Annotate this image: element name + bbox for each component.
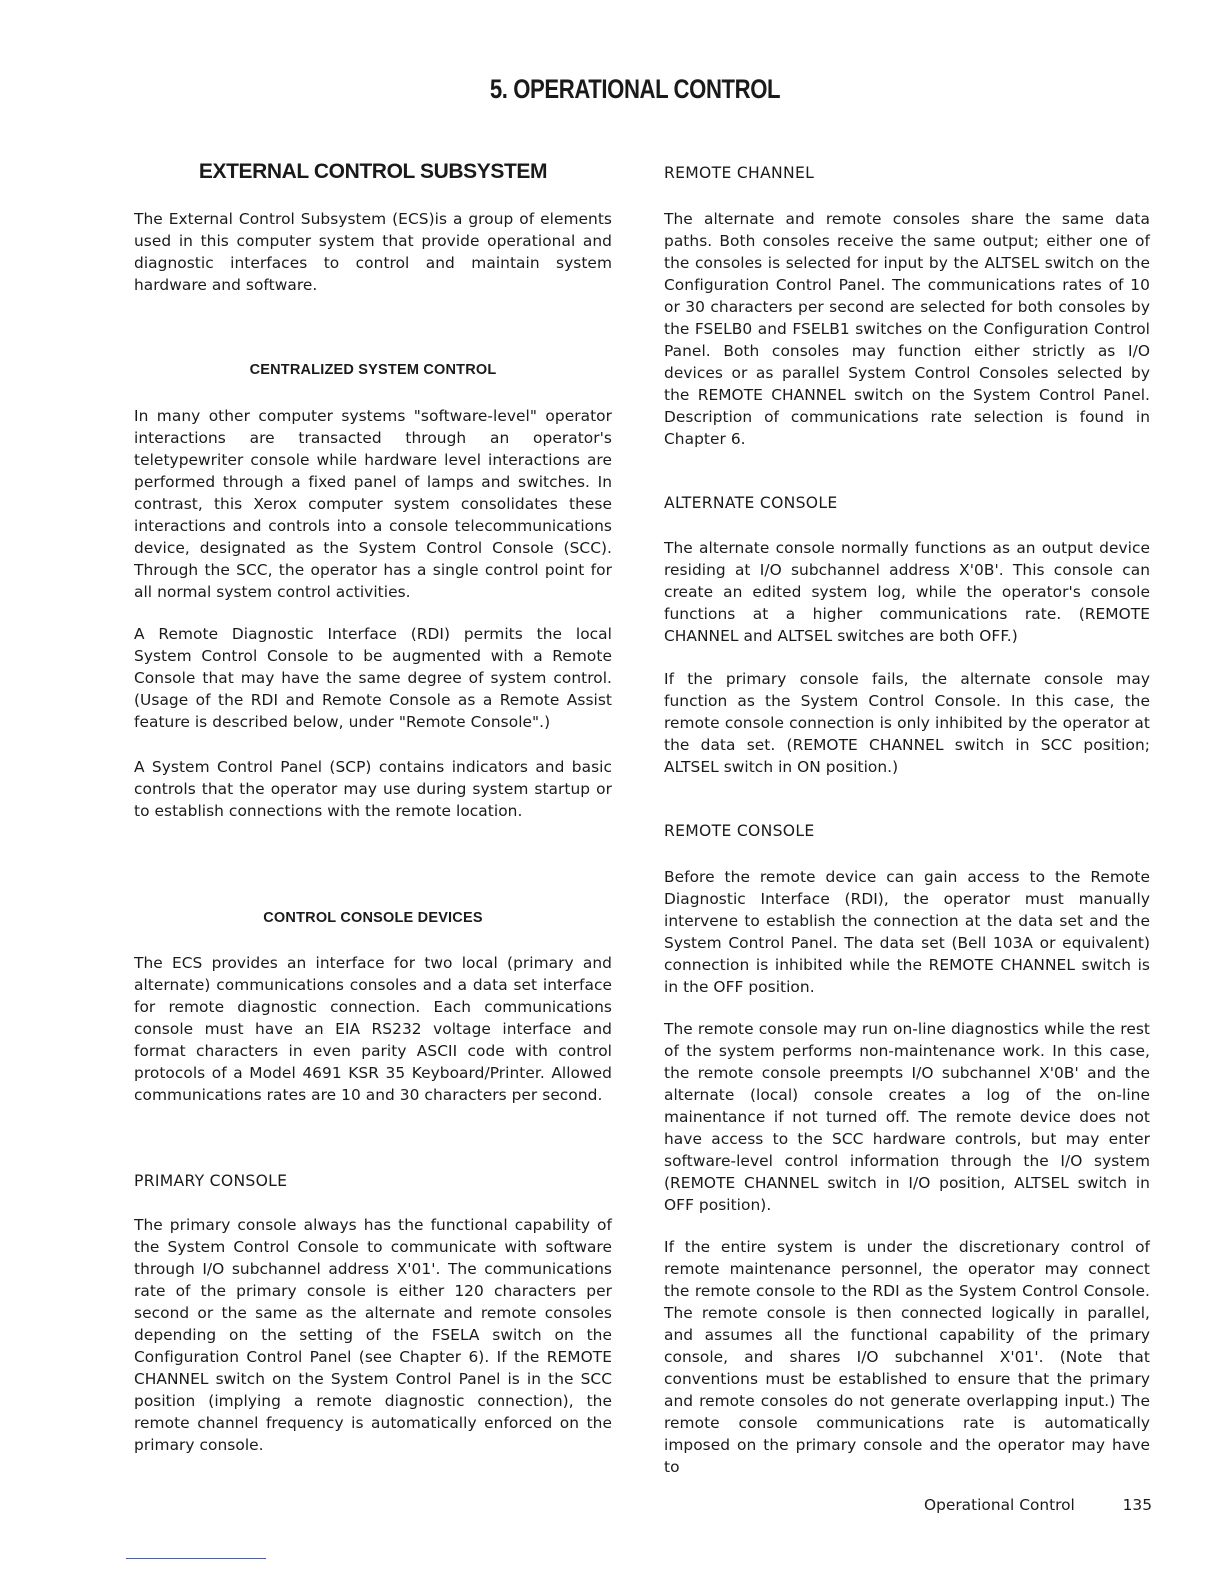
paragraph-alternate-2: If the primary console fails, the alternate console may function as the System Control Console. In this case, the remote console connection is only inhibited by the operator at the data set. (REMOTE CHANNEL switch in SCC position; ALTSEL switch in ON position.): [664, 670, 1150, 776]
footnote-rule: [126, 1558, 266, 1559]
page-footer: [924, 1496, 1152, 1514]
heading-control-console-devices: CONTROL CONSOLE DEVICES: [263, 910, 483, 926]
paragraph-remote-console-1: Before the remote device can gain access to the Remote Diagnostic Interface (RDI), the operator must manually intervene to establish the connection at the data set and the System Control Panel. The data set (Bell 103A or equivalent) connection is inhibited while the REMOTE CHANNEL switch is in the OFF position.: [664, 868, 1150, 996]
paragraph-centralized-3: A System Control Panel (SCP) contains indicators and basic controls that the operator may use during system startup or to establish connections with the remote location.: [134, 758, 612, 820]
heading-alternate-console: ALTERNATE CONSOLE: [664, 494, 838, 512]
paragraph-remote-console-3: If the entire system is under the discretionary control of remote maintenance personnel, the operator may connect the remote console to the RDI as the System Control Console. The remote console is then connected logically in parallel, and assumes all the functional capability of the primary console, and shares I/O subchannel X'01'. (Note that conventions must be established to ensure that the primary and remote consoles do not generate overlapping input.) The remote console communications rate is automatically imposed on the primary console and the operator may have to: [664, 1238, 1150, 1476]
paragraph-remote-console-2: The remote console may run on-line diagnostics while the rest of the system performs non-maintenance work. In this case, the remote console preempts I/O subchannel X'0B' and the alternate (local) console creates a log of the on-line mainentance if not turned off. The remote device does not have access to the SCC hardware controls, but may enter software-level control information through the I/O system (REMOTE CHANNEL switch in I/O position, ALTSEL switch in OFF position).: [664, 1020, 1150, 1214]
heading-centralized-system-control: CENTRALIZED SYSTEM CONTROL: [249, 362, 497, 378]
paragraph-centralized-1: In many other computer systems "software-level" operator interactions are transacted through an operator's teletypewriter console while hardware level interactions are performed through a fixed panel of lamps and switches. In contrast, this Xerox computer system consolidates these interactions and controls into a console telecommunications device, designated as the System Control Console (SCC). Through the SCC, the operator has a single control point for all normal system control activities.: [134, 407, 612, 601]
page-number: 135: [1122, 1496, 1152, 1514]
paragraph-centralized-2: A Remote Diagnostic Interface (RDI) permits the local System Control Console to be augmented with a Remote Console that may have the same degree of system control. (Usage of the RDI and Remote Console as a Remote Assist feature is described below, under "Remote Console".): [134, 625, 612, 731]
paragraph-primary-1: The primary console always has the functional capability of the System Control Console to communicate with software through I/O subchannel address X'01'. The communications rate of the primary console is either 120 characters per second or the same as the alternate and remote consoles depending on the setting of the FSELA switch on the Configuration Control Panel (see Chapter 6). If the REMOTE CHANNEL switch on the System Control Panel is in the SCC position (implying a remote diagnostic connection), the remote channel frequency is automatically enforced on the primary console.: [134, 1216, 612, 1454]
heading-remote-console: REMOTE CONSOLE: [664, 822, 815, 840]
heading-external-control-subsystem: EXTERNAL CONTROL SUBSYSTEM: [198, 160, 548, 183]
footer-section-title: Operational Control: [924, 1496, 1075, 1514]
heading-remote-channel: REMOTE CHANNEL: [664, 164, 815, 182]
heading-primary-console: PRIMARY CONSOLE: [134, 1172, 288, 1190]
paragraph-alternate-1: The alternate console normally functions as an output device residing at I/O subchannel address X'0B'. This console can create an edited system log, while the operator's console functions at a higher communications rate. (REMOTE CHANNEL and ALTSEL switches are both OFF.): [664, 539, 1150, 645]
paragraph-devices-1: The ECS provides an interface for two local (primary and alternate) communications consoles and a data set interface for remote diagnostic connection. Each communications console must have an EIA RS232 voltage interface and format characters in even parity ASCII code with control protocols of a Model 4691 KSR 35 Keyboard/Printer. Allowed communications rates are 10 and 30 characters per second.: [134, 954, 612, 1104]
paragraph-remote-channel-1: The alternate and remote consoles share the same data paths. Both consoles receive the same output; either one of the consoles is selected for input by the ALTSEL switch on the Configuration Control Panel. The communications rates of 10 or 30 characters per second are selected for both consoles by the FSELB0 and FSELB1 switches on the Configuration Control Panel. Both consoles may function either strictly as I/O devices or as parallel System Control Consoles selected by the REMOTE CHANNEL switch on the System Control Panel. Description of communications rate selection is found in Chapter 6.: [664, 210, 1150, 448]
chapter-title: 5. OPERATIONAL CONTROL: [489, 74, 781, 104]
paragraph-ecs-intro: The External Control Subsystem (ECS)is a group of elements used in this computer system that provide operational and diagnostic interfaces to control and maintain system hardware and software.: [134, 210, 612, 294]
